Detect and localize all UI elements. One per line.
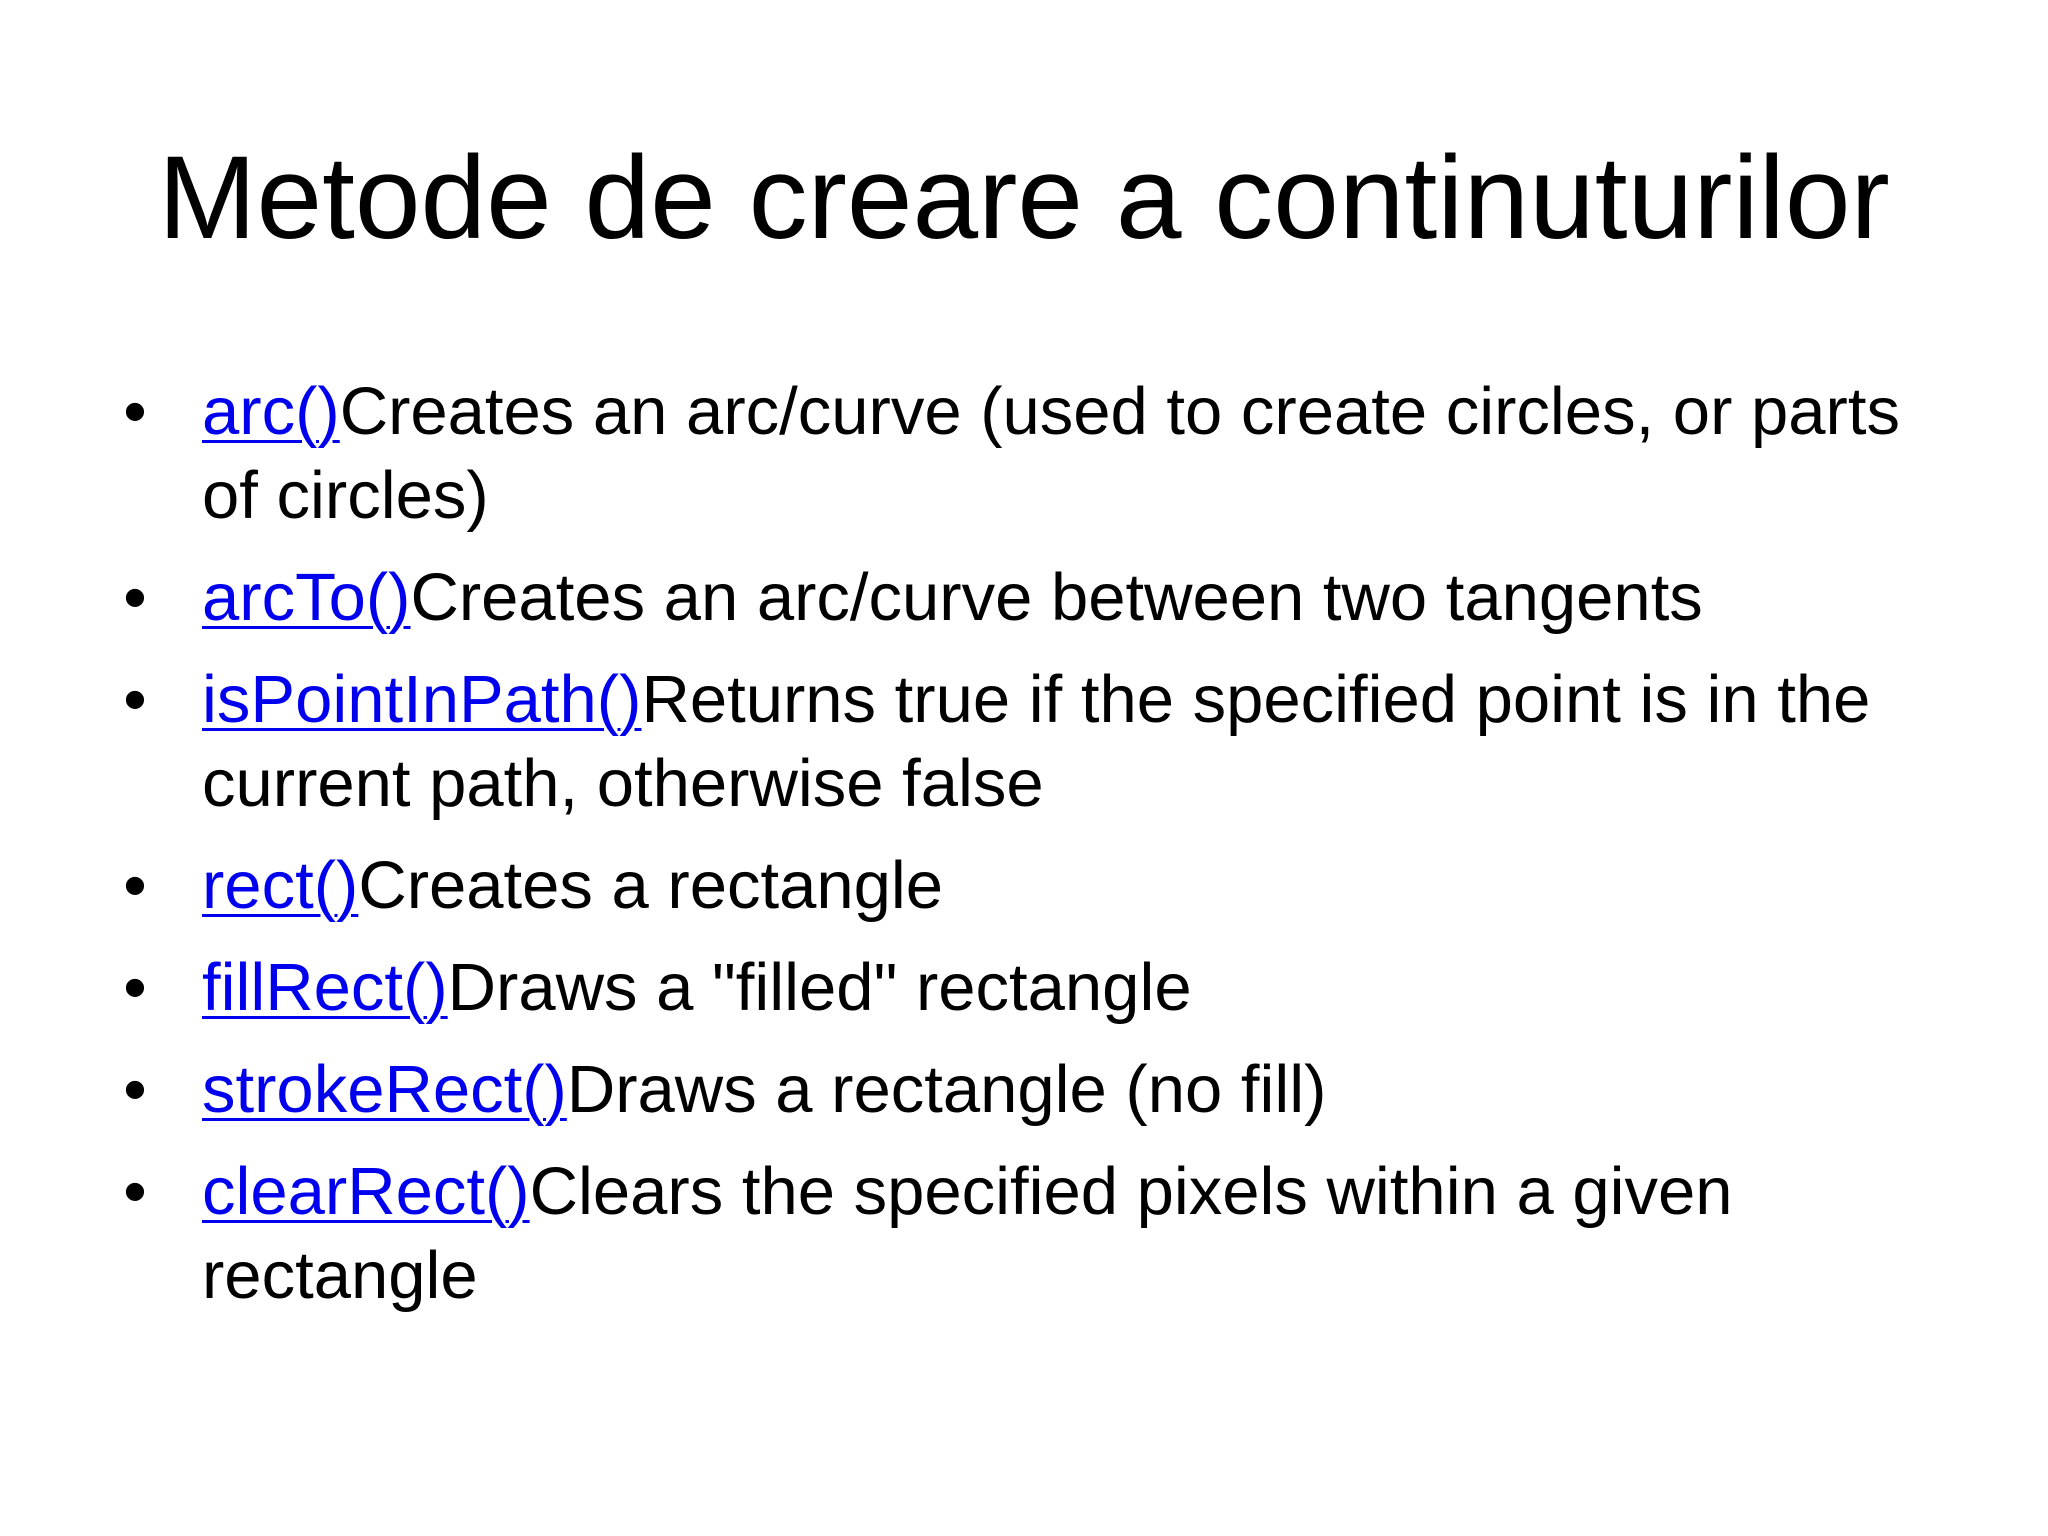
method-link-arc[interactable]: arc() — [202, 374, 340, 449]
bullet-icon: • — [123, 1154, 147, 1229]
list-item-strokerect — [120, 1048, 1940, 1132]
list-item-fillrect — [120, 946, 1940, 1030]
bullet-icon: • — [123, 950, 147, 1025]
method-link-arcto[interactable]: arcTo() — [202, 560, 411, 635]
list-item-arcto — [120, 556, 1940, 640]
list-item-ispointinpath — [120, 658, 1940, 826]
method-description: Clears the specified pixels within a given rectangle — [202, 1154, 1733, 1313]
method-link-rect[interactable]: rect() — [202, 848, 359, 923]
bullet-icon: • — [123, 848, 147, 923]
bullet-icon: • — [123, 1052, 147, 1127]
bullet-icon: • — [123, 374, 147, 449]
list-item-arc — [120, 370, 1940, 538]
list-item-clearrect — [120, 1150, 1940, 1318]
bullet-icon: • — [123, 560, 147, 635]
method-description: Creates an arc/curve between two tangents — [410, 560, 1703, 635]
method-description: Draws a "filled" rectangle — [447, 950, 1192, 1025]
method-description: Creates a rectangle — [358, 848, 944, 923]
method-link-fillrect[interactable]: fillRect() — [202, 950, 448, 1025]
method-description: Returns true if the specified point is in the current path, otherwise false — [202, 662, 1871, 821]
method-description: Draws a rectangle (no fill) — [566, 1052, 1327, 1127]
method-link-clearrect[interactable]: clearRect() — [202, 1154, 530, 1229]
method-description: Creates an arc/curve (used to create circles, or parts of circles) — [202, 374, 1900, 533]
method-link-ispointinpath[interactable]: isPointInPath() — [202, 662, 642, 737]
bullet-icon: • — [123, 662, 147, 737]
list-item-rect — [120, 844, 1940, 928]
slide-title: Metode de creare a continuturilor — [158, 132, 1890, 264]
method-list — [120, 370, 1940, 1336]
method-link-strokerect[interactable]: strokeRect() — [202, 1052, 567, 1127]
